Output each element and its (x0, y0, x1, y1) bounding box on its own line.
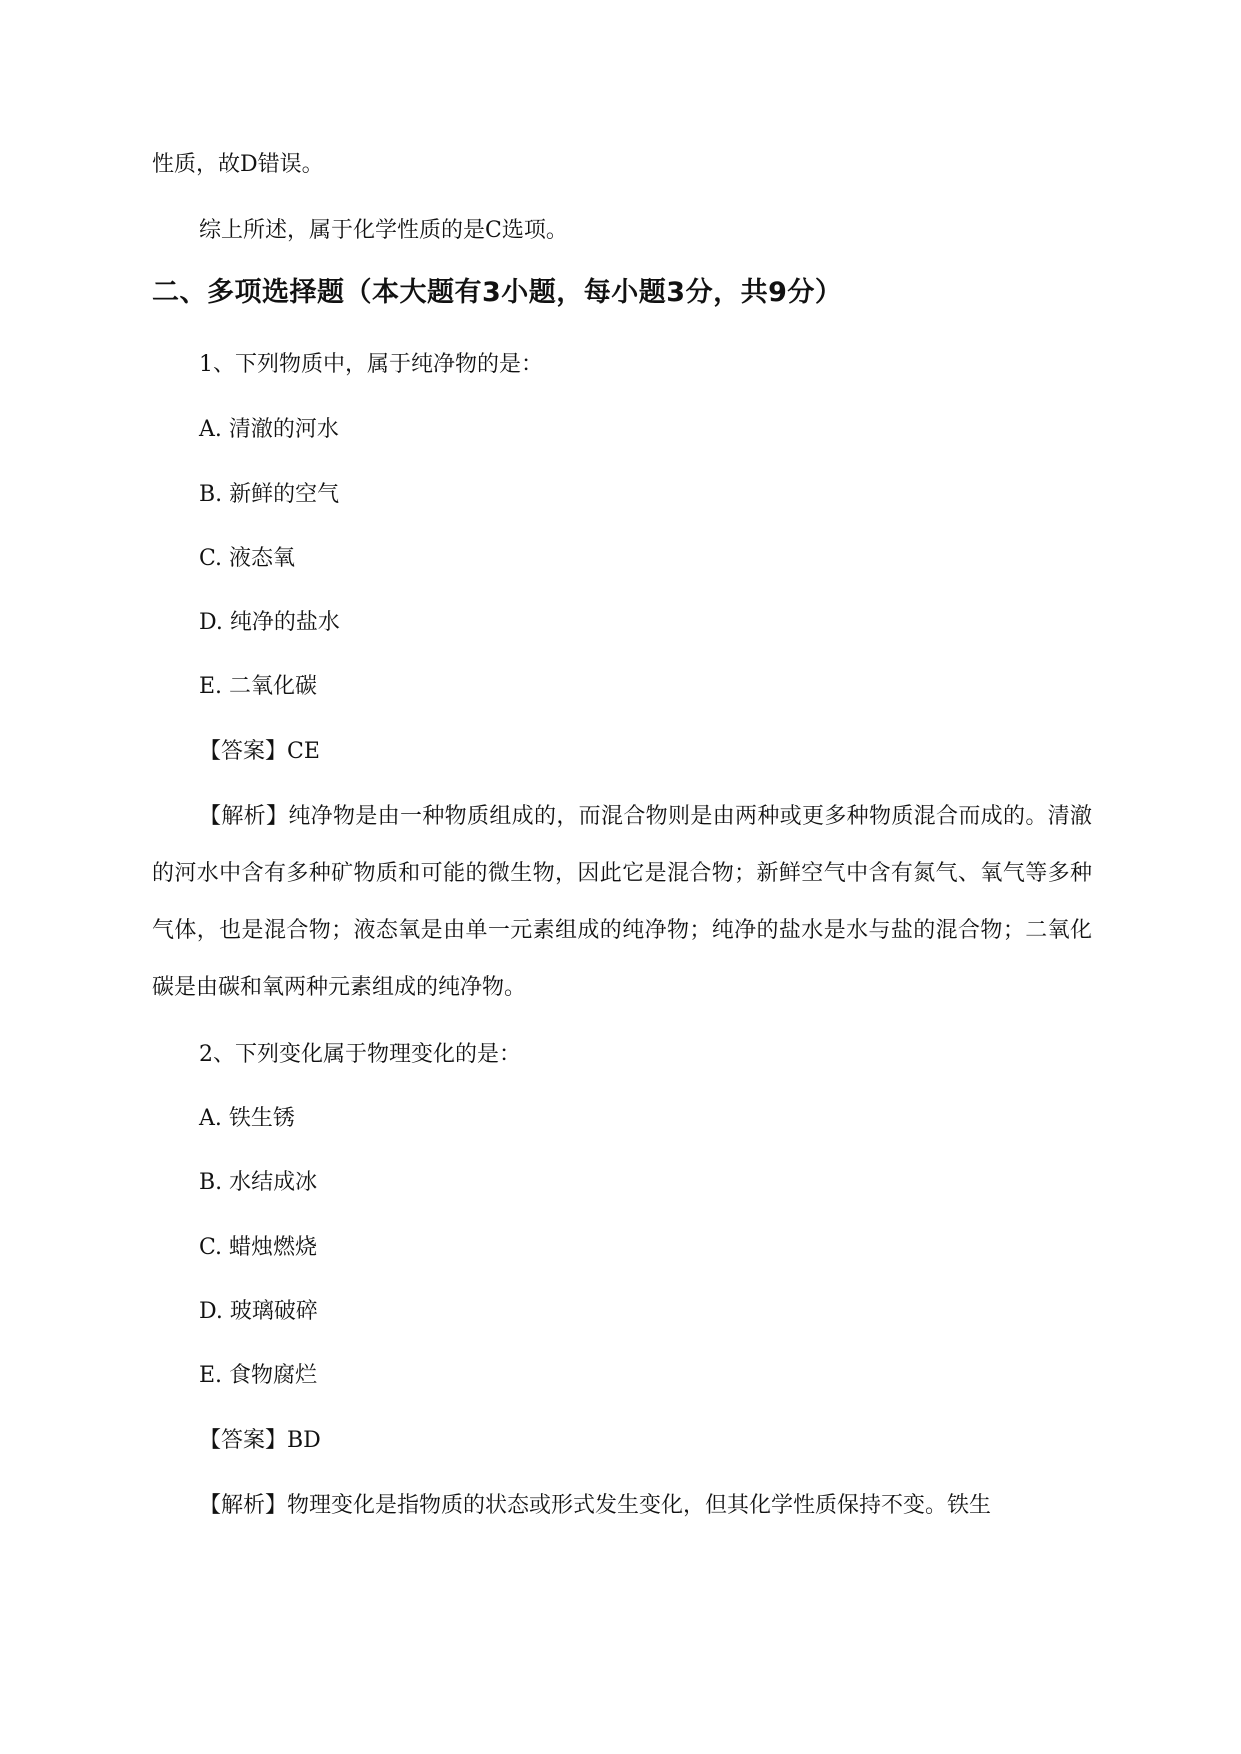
question-2-option-e: E. 食物腐烂 (199, 1363, 318, 1388)
question-1-option-b: B. 新鲜的空气 (199, 482, 340, 507)
question-2-option-d: D. 玻璃破碎 (199, 1299, 318, 1324)
question-2-option-b: B. 水结成冰 (199, 1170, 318, 1195)
question-2-option-c: C. 蜡烛燃烧 (199, 1235, 318, 1260)
question-1-stem: 1、下列物质中，属于纯净物的是： (199, 352, 543, 377)
question-1-option-a: A. 清澈的河水 (199, 417, 339, 442)
section-heading: 二、多项选择题（本大题有3小题，每小题3分，共9分） (152, 277, 843, 308)
question-1-option-d: D. 纯净的盐水 (199, 610, 340, 635)
question-2-stem: 2、下列变化属于物理变化的是： (199, 1042, 521, 1067)
question-2-answer: 【答案】BD (199, 1428, 321, 1453)
question-1-option-c: C. 液态氧 (199, 546, 296, 571)
previous-summary: 综上所述，属于化学性质的是C选项。 (199, 218, 568, 243)
question-1-answer: 【答案】CE (199, 739, 320, 764)
previous-answer-tail: 性质，故D错误。 (152, 152, 324, 177)
question-1-analysis: 【解析】纯净物是由一种物质组成的，而混合物则是由两种或更多种物质混合而成的。清澈的河水中含有多种矿物质和可能的微生物，因此它是混合物；新鲜空气中含有氮气、氧气等多种气体，也是混合物；液态氧是由单一元素组成的纯净物；纯净的盐水是水与盐的混合物；二氧化碳是由碳和氧两种元素组成的纯净物。 (152, 804, 1092, 1000)
question-2-option-a: A. 铁生锈 (199, 1106, 295, 1131)
question-1-option-e: E. 二氧化碳 (199, 674, 318, 699)
question-2-analysis: 【解析】物理变化是指物质的状态或形式发生变化，但其化学性质保持不变。铁生 (199, 1493, 992, 1518)
